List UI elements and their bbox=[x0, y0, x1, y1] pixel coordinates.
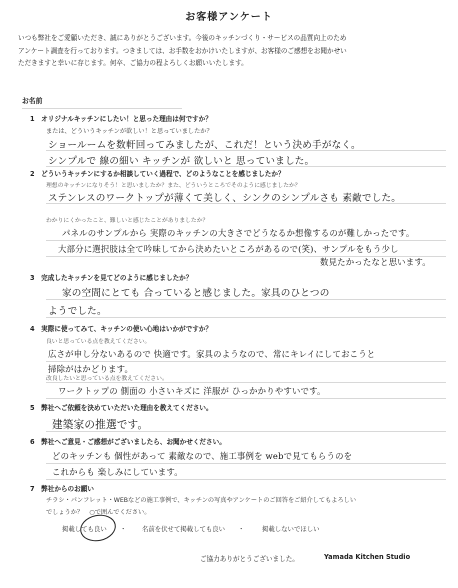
answer-6-line: これからも 楽しみにしています。 bbox=[52, 467, 183, 477]
question-4-hint-1: 良いと思っている点を教えてください。 bbox=[46, 339, 151, 345]
question-4-hint-2: 改良したいと思っている点を教えてください。 bbox=[46, 376, 168, 382]
answer-2b-line: パネルのサンプルから 実際のキッチンの大きさでどうなるか想像するのが難しかったです。 bbox=[62, 228, 415, 238]
answer-2a: ステンレスのワークトップが薄くて美しく、シンクのシンプルさも 素敵でした。 bbox=[48, 193, 402, 204]
option-separator: ・ bbox=[120, 525, 127, 533]
answer-line bbox=[46, 479, 446, 480]
answer-1-line: シンプルで 線の細い キッチンが 欲しいと 思っていました。 bbox=[48, 156, 315, 167]
intro-line: ただきますと幸いに存じます。何卒、ご協力の程よろしくお願いいたします。 bbox=[18, 59, 248, 68]
question-2: 2 どういうキッチンにするか相談していく過程で、どのようなことを感じましたか？ bbox=[30, 170, 285, 178]
answer-3-line: ようでした。 bbox=[48, 306, 107, 317]
answer-3-line: 家の空間にとても 合っていると感じました。家具のひとつの bbox=[62, 288, 330, 299]
question-4: 4 実際に使ってみて、キッチンの使い心地はいかがですか？ bbox=[30, 325, 213, 333]
answer-4a-line: 広さが申し分ないあるので 快適です。家具のようなので、常にキレイにしておこうと bbox=[48, 349, 376, 359]
selected-circle-mark bbox=[78, 512, 119, 545]
option-publish-anonymous[interactable]: 名前を伏せて掲載しても良い bbox=[142, 525, 226, 533]
question-1-sub: または、どういうキッチンが欲しい！と思っていましたか？ bbox=[46, 128, 213, 135]
question-1: 1 オリジナルキッチンにしたい！と思った理由は何ですか？ bbox=[30, 115, 212, 123]
question-7: 7 弊社からのお願い bbox=[30, 485, 94, 493]
answer-6-line: どのキッチンも 個性があって 素敵なので、施工事例を webで見てもらうのを bbox=[52, 451, 353, 461]
answer-line bbox=[46, 398, 446, 399]
answer-line bbox=[46, 166, 446, 167]
answer-line bbox=[46, 431, 446, 432]
answer-4a-line: 掃除がはかどります。 bbox=[48, 364, 134, 374]
question-2-hint-2: わかりにくかったこと、難しいと感じたことがありましたか？ bbox=[46, 218, 209, 224]
answer-line bbox=[46, 299, 446, 300]
answer-line bbox=[46, 317, 446, 318]
name-field-line bbox=[22, 108, 182, 109]
question-7-text-line: チラシ・パンフレット・WEBなどの施工事例で、キッチンの写真やアンケートのご回答をご紹介してもよろしい bbox=[46, 497, 357, 504]
answer-line bbox=[46, 240, 446, 241]
question-5: 5 弊社へご依頼を決めていただいた理由を教えてください。 bbox=[30, 404, 213, 412]
answer-2b-line: 大部分に選択肢は全て吟味してから決めたいところがあるので(笑)、サンプルをもう少し bbox=[58, 244, 399, 254]
answer-line bbox=[46, 382, 446, 383]
answer-line bbox=[46, 361, 446, 362]
question-2-hint-1: 理想のキッチンになりそう！と思いましたか？また、どういうところでそのように感じましたか？ bbox=[46, 183, 301, 189]
intro-text bbox=[18, 32, 443, 70]
option-separator: ・ bbox=[238, 525, 245, 533]
question-7-text-line: でしょうか？ ○で囲んでください。 bbox=[46, 509, 151, 516]
question-6: 6 弊社へご意見・ご感想がございましたら、お聞かせください。 bbox=[30, 438, 226, 446]
question-3: 3 完成したキッチンを見てどのように感じましたか？ bbox=[30, 274, 193, 282]
answer-5: 建築家の推選です。 bbox=[52, 419, 149, 431]
option-publish-ok[interactable]: 掲載しても良い bbox=[62, 525, 107, 533]
answer-line bbox=[46, 463, 446, 464]
option-do-not-publish[interactable]: 掲載しないでほしい bbox=[262, 525, 320, 533]
footer-thanks: ご協力ありがとうございました。 bbox=[200, 555, 299, 563]
answer-line bbox=[46, 203, 446, 204]
footer-brand: Yamada Kitchen Studio bbox=[324, 553, 411, 561]
answer-4b: ワークトップの 側面の 小さいキズに 洋服が ひっかかりやすいです。 bbox=[58, 386, 326, 396]
name-field-label: お名前 bbox=[22, 97, 43, 105]
intro-line: アンケート調査を行っております。つきましては、お手数をおかけいたしますが、お客様のご感想をお聞かせい bbox=[18, 46, 347, 55]
answer-2b-line: 数見たかったなと思います。 bbox=[320, 257, 431, 267]
answer-1-line: ショールームを数軒回ってみましたが、これだ！という決め手がなく。 bbox=[48, 140, 361, 151]
intro-line: いつも弊社をご愛顧いただき、誠にありがとうございます。今後のキッチンづくり・サービスの品質向上のため bbox=[18, 34, 347, 42]
page-title: お客様アンケート bbox=[185, 12, 273, 23]
answer-line bbox=[46, 150, 446, 151]
